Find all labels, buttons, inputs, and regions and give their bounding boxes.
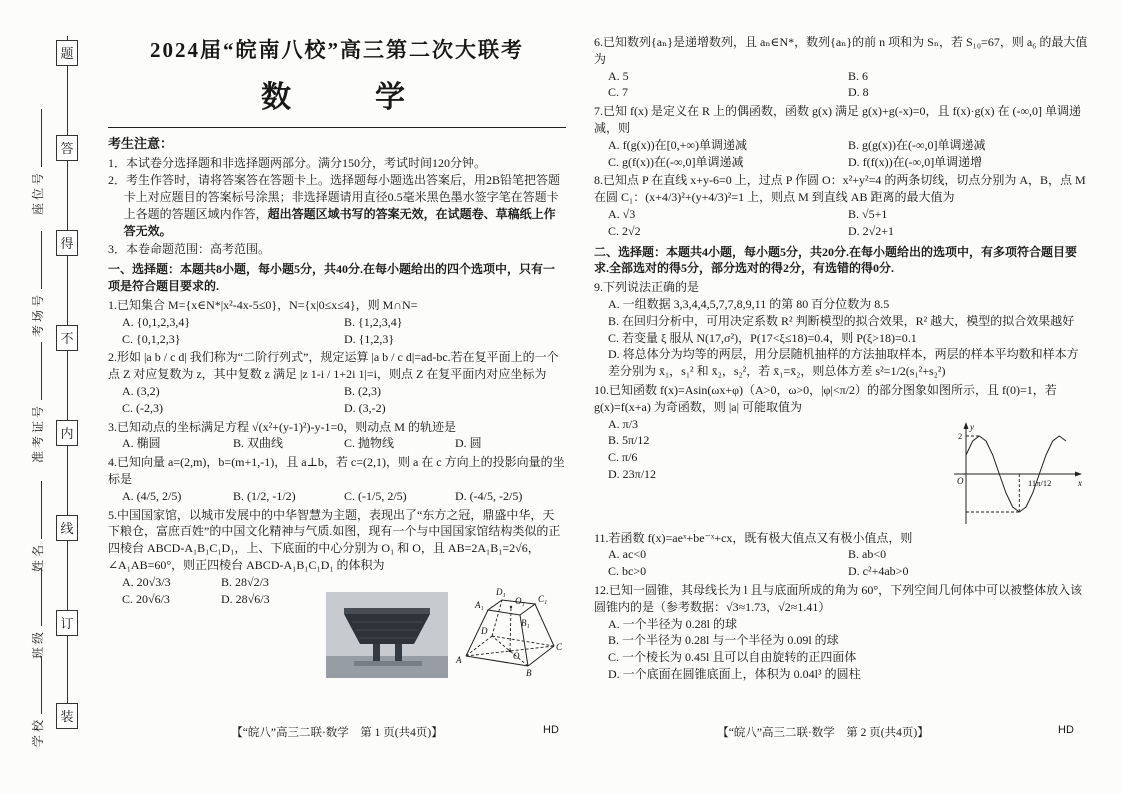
write-in-line [37,342,42,400]
question-5-stem: 5.中国国家馆，以城市发展中的中华智慧为主题，表现出了“东方之冠，鼎盛中华，天下粮仓，富庶百姓”的中国文化精神与气质.如图，现有一个与中国国家馆结构类似的正四棱台 ABCD-A₁B₁C₁D₁，上、下底面的中心分别为 O₁ 和 O，且 AB=2A₁B₁=2√6，∠A₁AB=60°，则正四棱台 ABCD-A₁B₁C₁D₁ 的体积为 [108,507,561,572]
notice-item-1 [108,155,566,172]
question-6-option-a: A. 5 [608,68,629,83]
question-10-option-d: D. 23π/12 [608,466,657,481]
notice-text: 1．本试卷分选择题和非选择题两部分。满分150分，考试时间120分钟。 [108,155,487,170]
page-1-print-mark: HD [543,724,559,736]
question-12-option-d: D. 一个底面在圆锥底面上，体积为 0.04l³ 的圆柱 [608,666,861,681]
section-2-title: 二、选择题：本题共4小题，每小题5分，共20分.在每小题给出的选项中，有多项符合题目要求.全部选对的得5分，部分选对的得2分，有选错的得0分. [594,244,1078,276]
question-5 [108,507,566,678]
question-2-option-b: B. (2,3) [344,383,381,398]
sine-graph-figure [950,416,1088,528]
notice-text: 2．考生作答时，请将答案答在答题卡上。选择题每小题选出答案后，用2B铅笔把答题卡上对应题目的答案标号涂黑；非选择题请用直径0.5毫米黑色墨水签字笔在答题卡上各题的答题区域内作答， [108,173,561,221]
question-6-options [594,68,1088,102]
question-6-stem: 6.已知数列{aₙ}是递增数列，且 aₙ∈N*，数列{aₙ}的前 n 项和为 Sₙ，若 S₁₀=67，则 a₆ 的最大值为 [594,35,1088,66]
question-12 [594,582,1088,683]
question-1-stem: 1.已知集合 M={x∈N*|x²-4x-5≤0}，N={x|0≤x≤4}，则 M∩N= [108,297,418,312]
page-1-footer: 【“皖八”高三二联·数学 第 1 页(共4页)】 [231,727,443,739]
china-pavilion-photo [326,592,448,678]
question-7-options [594,137,1088,171]
notice-item-2 [108,172,566,239]
section-1-title: 一、选择题：本题共8小题，每小题5分，共40分.在每小题给出的四个选项中，只有一项是符合题目要求的. [108,262,556,294]
question-6-option-b: B. 6 [848,68,869,83]
question-7-stem: 7.已知 f(x) 是定义在 R 上的偶函数，函数 g(x) 满足 g(x)+g(-x)=0，且 f(x)·g(x) 在 (-∞,0] 单调递减，则 [594,104,1082,135]
question-7-option-c: C. g(f(x))在(-∞,0]单调递减 [608,154,744,169]
question-12-stem: 12.已知一圆锥，其母线长为 l 且与底面所成的角为 60°，下列空间几何体中可以被整体放入该圆锥内的是（参考数据：√3≈1.73，√2≈1.41） [594,582,1083,614]
seal-char-box: 得 [56,230,78,256]
question-4-options [108,488,566,505]
question-3-option-a: A. 椭圆 [122,436,161,451]
question-6-option-d: D. 8 [848,85,869,100]
seal-char-box: 内 [56,420,78,446]
seal-char-box: 不 [56,325,78,351]
question-1-option-c: C. {0,1,2,3} [122,331,181,346]
question-9-options [594,296,1088,380]
question-3-stem: 3.已知动点的坐标满足方程 √(x²+(y-1)²)-y-1=0，则动点 M 的轨迹是 [108,419,456,434]
seal-char-box: 线 [56,515,78,541]
question-11-option-b: B. ab<0 [848,547,887,562]
question-8-stem: 8.已知点 P 在直线 x+y-6=0 上，过点 P 作圆 O：x²+y²=4 的两条切线，切点分别为 A，B，点 M 在圆 C₁：(x+4/3)²+(y+4/3)²=1 上，则点 M 到直线 AB 距离的最大值为 [594,173,1086,205]
question-11-option-d: D. c²+4ab>0 [848,564,909,579]
question-11-option-a: A. ac<0 [608,547,647,562]
question-3-options [108,435,566,452]
frustum-label-C1: C₁ [538,593,548,604]
question-11 [594,530,1088,580]
page-2-print-mark: HD [1058,724,1074,736]
question-1-option-b: B. {1,2,3,4} [344,314,403,329]
question-5-option-a: A. 20√3/3 [122,574,171,589]
page-2 [594,32,1088,685]
question-1-option-d: D. {1,2,3} [344,331,395,346]
question-6-option-c: C. 7 [608,85,629,100]
question-1-options [108,314,566,348]
question-12-option-b: B. 一个半径为 0.28l 与一个半径为 0.09l 的球 [608,633,839,648]
frustum-label-B1: B₁ [521,617,530,628]
question-4-stem: 4.已知向量 a=(2,m)，b=(m+1,-1)，且 a⊥b，若 c=(2,1)，则 a 在 c 方向上的投影向量的坐标是 [108,455,565,486]
notice-item-3 [108,241,566,258]
question-4-option-b: B. (1/2, -1/2) [233,488,296,503]
question-3-option-d: D. 圆 [455,436,482,451]
question-4-option-a: A. (4/5, 2/5) [122,488,182,503]
page-2-footer: 【“皖八”高三二联·数学 第 2 页(共4页)】 [717,727,929,739]
title-divider [108,127,566,128]
question-9-stem: 9.下列说法正确的是 [594,280,700,295]
sine-y-axis-label: y [970,421,974,432]
frustum-label-B: B [526,667,532,678]
seal-char-box: 订 [56,610,78,636]
question-10-option-c: C. π/6 [608,450,638,465]
question-2-stem: 2.形如 |a b / c d| 我们称为“二阶行列式”，规定运算 |a b / c d|=ad-bc.若在复平面上的一个点 Z 对应复数为 z，其中复数 z 满足 |z 1-i / 1+2i 1|=i，则点 Z 在复平面内对应坐标为 [108,350,559,382]
question-2-option-d: D. (3,-2) [344,400,386,415]
sine-origin-label: O [957,475,964,486]
question-10 [594,382,1088,528]
question-4 [108,454,566,504]
exam-title: 2024届“皖南八校”高三第二次大联考 [150,38,524,62]
write-in-line [37,656,42,714]
question-9-option-b: B. 在回归分析中，可用决定系数 R² 判断模型的拟合效果，R² 越大，模型的拟合效果越好 [608,313,1075,328]
question-8-option-c: C. 2√2 [608,223,641,238]
question-8-option-d: D. 2√2+1 [848,223,895,238]
frustum-label-C: C [556,641,563,652]
question-9 [594,279,1088,380]
frustum-label-O1: O₁ [515,595,525,606]
field-label: 班级 [31,628,45,659]
question-10-stem: 10.已知函数 f(x)=Asin(ωx+φ)（A>0，ω>0，|φ|<π/2）的部分图象如图所示，且 f(0)=1，若 g(x)=f(x+a) 为奇函数，则 |a| 可能取值为 [594,382,1057,414]
frustum-label-O: O [513,650,520,661]
question-9-option-c: C. 若变量 ξ 服从 N(17,σ²)，P(17<ξ≤18)=0.4，则 P(ξ>18)=0.1 [608,330,917,345]
question-12-option-c: C. 一个棱长为 0.45l 且可以自由旋转的正四面体 [608,650,857,665]
question-9-option-a: A. 一组数据 3,3,4,4,5,7,7,8,9,11 的第 80 百分位数为 8.5 [608,296,890,311]
frustum-label-D: D [481,625,488,636]
question-4-option-c: C. (-1/5, 2/5) [344,488,407,503]
field-label: 准考证号 [31,402,45,463]
frustum-figure [454,574,566,678]
question-6 [594,34,1088,101]
question-4-option-d: D. (-4/5, -2/5) [455,488,523,503]
question-7-option-d: D. f(f(x))在(-∞,0]单调递增 [848,154,983,169]
question-12-options [594,616,1088,683]
write-in-line [37,109,42,167]
sine-amplitude-label: 2 [958,430,963,441]
question-12-option-a: A. 一个半径为 0.28l 的球 [608,616,738,631]
notice-title: 考生注意： [108,136,174,152]
field-label: 座位号 [31,169,45,215]
question-11-options [594,546,1088,580]
question-2 [108,349,566,416]
question-10-option-a: A. π/3 [608,416,639,431]
frustum-label-A: A [456,654,462,665]
question-2-option-a: A. (3,2) [122,383,160,398]
question-11-stem: 11.若函数 f(x)=aeˣ+be⁻ˣ+cx，既有极大值点又有极小值点，则 [594,530,913,545]
field-label: 姓名 [31,541,45,572]
question-8-option-b: B. √5+1 [848,206,888,221]
question-10-option-b: B. 5π/12 [608,433,650,448]
seal-char-box: 答 [56,135,78,161]
seal-char-box: 题 [56,40,78,66]
question-5-option-b: B. 28√2/3 [221,574,269,589]
page-1 [108,32,566,680]
question-2-options [108,383,566,417]
question-10-options [594,416,942,483]
question-11-option-c: C. bc>0 [608,564,647,579]
frustum-label-D1: D₁ [496,586,506,597]
question-8-option-a: A. √3 [608,206,636,221]
question-5-options [108,574,320,608]
field-label: 学校 [31,716,45,747]
sine-x-axis-label: x [1078,477,1082,488]
question-8-options [594,206,1088,240]
question-7 [594,103,1088,170]
question-3-option-b: B. 双曲线 [233,436,284,451]
question-2-option-c: C. (-2,3) [122,400,163,415]
field-label: 考场号 [31,291,45,337]
field-school [29,597,51,747]
question-1 [108,297,566,347]
notice-text: 3．本卷命题范围：高考范围。 [108,241,271,256]
exam-subject: 数 学 [261,81,413,115]
question-3-option-c: C. 抛物线 [344,436,395,451]
notice-bold-text: 超出答题区域书写的答案无效，在试题卷、草稿纸上作答无效。 [123,206,556,238]
question-5-option-c: C. 20√6/3 [122,591,170,606]
question-5-figures [326,574,566,678]
question-1-option-a: A. {0,1,2,3,4} [122,314,191,329]
question-5-option-d: D. 28√6/3 [221,591,270,606]
seal-char-box: 装 [56,703,78,729]
question-7-option-b: B. g(g(x))在(-∞,0]单调递减 [848,137,986,152]
question-8 [594,172,1088,239]
sine-x-tick-label: 11π/12 [1028,477,1052,488]
frustum-label-A1: A₁ [475,599,484,610]
question-7-option-a: A. f(g(x))在[0,+∞)单调递减 [608,137,747,152]
question-9-option-d: D. 将总体分为均等的两层，用分层随机抽样的方法抽取样本，两层的样本平均数和样本方差分别为 x̄₁，s₁² 和 x̄₂，s₂²，若 x̄₁=x̄₂，则总体方差 s²=1/2(s₁²+s₂²) [608,347,1079,379]
question-3 [108,419,566,453]
write-in-line [37,231,42,289]
